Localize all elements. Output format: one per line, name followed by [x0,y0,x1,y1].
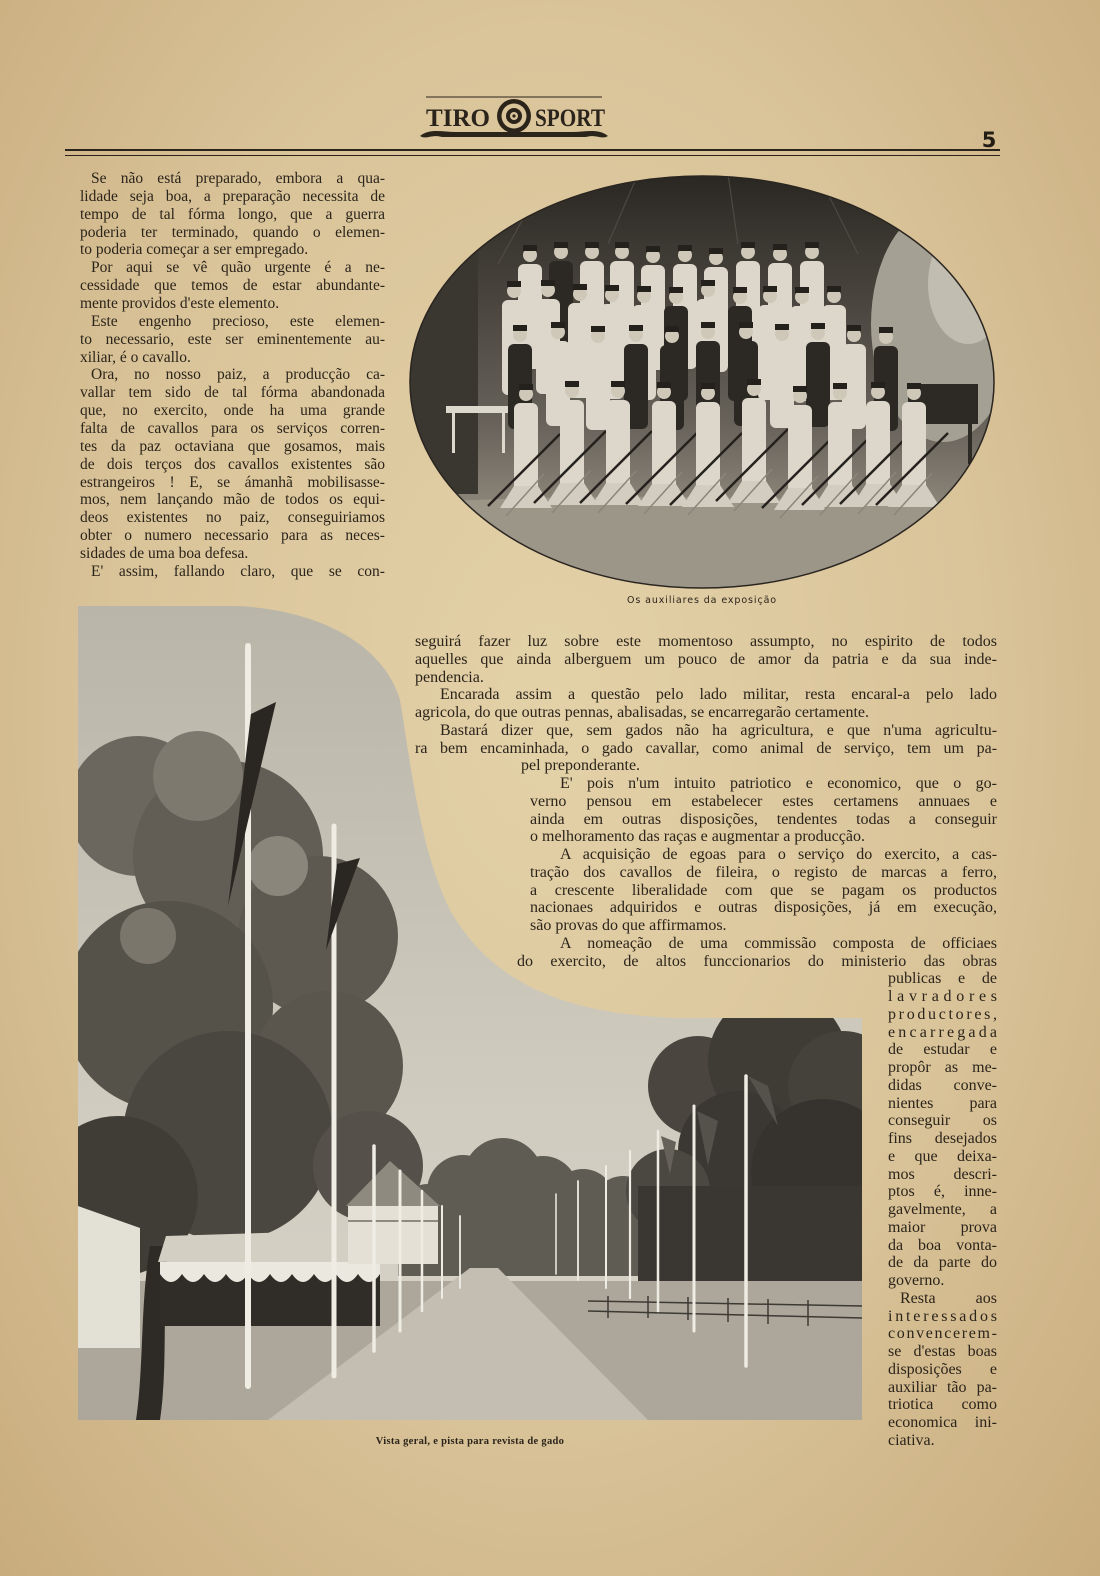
text-line: aquelles que ainda alberguem um pouco de amor da patria e da sua inde- [415,650,997,668]
left-shadow [408,234,478,494]
text-line: xiliar, é o cavallo. [80,348,191,366]
text-line: convencerem- [888,1325,999,1343]
text-line: de estudar e [888,1041,998,1059]
text-line: lavradores [888,988,1002,1005]
text-line: se d'estas boas [888,1343,998,1360]
text-line: o melhoramento das raças e augmentar a producção. [530,828,865,846]
logo-word-sport: SPORT [535,105,606,132]
text-line: auxiliar tão pa- [888,1378,998,1396]
target-icon [497,99,531,133]
group-photo [408,174,996,590]
text-line: didas conve- [888,1076,997,1094]
text-line: de da parte do [888,1254,997,1272]
text-line: ciativa. [888,1431,935,1449]
text-line: de dois terços dos cavallos existentes são [80,455,385,473]
text-line: tes da paz octaviana que gosamos, mais [80,437,385,455]
text-line: mos descri- [888,1165,998,1183]
ground [408,497,996,590]
text-line: do exercito, de altos funccionarios do ministerio das obras [517,952,997,970]
text-line: gavelmente, a [888,1201,998,1218]
text-line: ainda em outras disposições, tendentes todas a conseguir [530,810,998,828]
text-line: governo. [888,1272,945,1289]
text-line: pendencia. [415,668,484,686]
text-line: lidade seja boa, a preparação necessita de [80,187,386,205]
text-line: ptos é, inne- [888,1183,997,1201]
text-line: ra bem encaminhada, o gado cavallar, como animal de serviço, tem um pa- [415,739,998,757]
text-line: que, no exercito, onde ha uma grande [80,402,386,420]
text-line: interessados [888,1307,1000,1325]
text-line: sidades de uma boa defesa. [80,545,249,563]
text-line: to necessario, este ser eminentemente au- [80,330,385,348]
text-line: conseguir os [888,1112,997,1130]
text-line: mente providos d'este elemento. [80,295,280,313]
text-line: publicas e de [888,970,997,988]
page-number: 5 [981,128,997,152]
text-line: seguirá fazer luz sobre este momentoso assumpto, no espirito de todos [415,633,998,650]
text-line: Encarada assim a questão pelo lado militar, resta encaral-a pelo lado [440,686,997,704]
text-line: verno pensou em estabelecer estes certamens annuaes e [530,792,998,810]
header-rule [65,149,1000,156]
text-line: obter o numero necessario para as neces- [80,527,385,545]
text-line: encarregada [888,1023,1001,1041]
text-line: Bastará dizer que, sem gados não ha agricultura, e que n'uma agricultu- [440,721,998,739]
text-line: Este engenho precioso, este elemen- [91,312,386,330]
text-line: Resta aos [900,1289,998,1307]
text-line: to poderia começar a ser empregado. [80,241,309,259]
text-line: Se não está preparado, embora a qua- [91,170,386,187]
text-line: agricola, do que outras pennas, abalisadas, se encarregarão certamente. [415,704,869,721]
text-line: falta de cavallos para os serviços corren- [80,420,385,438]
text-line: e que deixa- [888,1147,997,1165]
text-line: são provas do que affirmamos. [530,917,727,934]
text-line: nacionaes adquiridos e outras disposições, já em execução, [530,899,998,917]
text-line: triotica como [888,1396,997,1414]
grounds-photo [78,606,862,1420]
text-line: poderia ter terminado, quando o elemen- [80,223,386,241]
text-line: maior prova [888,1218,997,1236]
text-line: A acquisição de egoas para o serviço do exercito, a cas- [560,846,998,863]
text-line: E' assim, fallando claro, que se con- [91,562,385,580]
text-line: disposições e [888,1360,998,1378]
text-line: vallar tem sido de tal fórma abandonada [80,384,385,402]
text-line: mos, nem lançando mão de todos os equi- [80,491,386,509]
grounds-photo-caption: Vista geral, e pista para revista de gado [375,1436,565,1447]
text-line: A nomeação de uma commissão composta de officiaes [560,934,998,952]
text-line: da boa vonta- [888,1236,997,1254]
text-line: E' pois n'um intuito patriotico e economico, que o go- [560,775,997,792]
text-line: a crescente liberalidade com que se pagam os productos [530,881,998,899]
text-line: nientes para [888,1094,997,1112]
text-line: propôr as me- [888,1059,997,1076]
masthead-logo [416,90,612,146]
text-line: deos existentes no paiz, conseguiriamos [80,509,385,527]
text-line: cessidade que temos de estar abundante- [80,277,386,295]
text-line: Ora, no nosso paiz, a producção ca- [91,366,385,384]
text-line: estrangeiros ! E, se ámanhã mobilisasse- [80,473,385,491]
text-line: Por aqui se vê quão urgente é a ne- [91,259,385,277]
text-line: economica ini- [888,1414,997,1431]
group-photo-caption: Os auxiliares da exposição [626,595,778,606]
text-line: tração dos cavallos de fileira, o registo de marcas a ferro, [530,863,997,881]
text-line: fins desejados [888,1130,998,1147]
logo-word-tiro: TIRO [426,105,490,132]
text-line: tempo de tal fórma longo, que a guerra [80,205,386,223]
text-line: productores, [888,1005,1000,1023]
text-line: pel preponderante. [521,757,641,775]
